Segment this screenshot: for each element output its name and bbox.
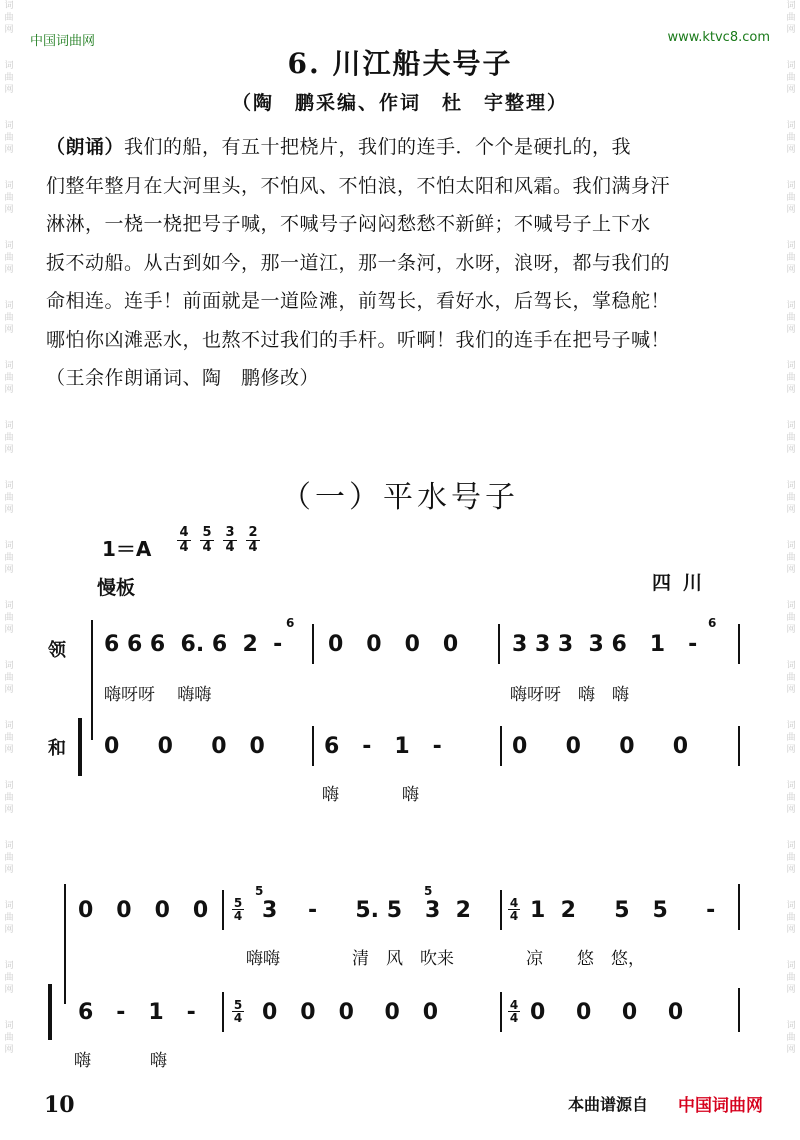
right-watermark-column — [784, 0, 798, 1140]
s1-chorus-measure-1: 0 0 0 0 — [104, 734, 265, 759]
watermark-glyph: 词 — [786, 661, 796, 671]
s2-lead-lyric-a: 嗨嗨 — [246, 949, 280, 969]
watermark-glyph: 网 — [4, 1045, 14, 1055]
s1-lead-grace-1: 6 — [286, 616, 295, 630]
watermark-glyph-group — [786, 420, 796, 456]
recitation-text — [46, 128, 751, 398]
watermark-glyph-group — [4, 840, 14, 876]
watermark-glyph: 网 — [786, 445, 796, 455]
watermark-glyph: 曲 — [4, 673, 14, 683]
watermark-glyph: 网 — [786, 565, 796, 575]
s2-chorus-measure-1: 6 - 1 - — [78, 1000, 196, 1025]
ts4-den: 4 — [248, 540, 258, 555]
watermark-glyph: 曲 — [786, 253, 796, 263]
watermark-glyph: 网 — [4, 685, 14, 695]
s2-chorus-lyric-b: 嗨 — [150, 1051, 167, 1071]
watermark-glyph: 网 — [4, 925, 14, 935]
song-title: 6. 川江船夫号子 — [287, 47, 513, 80]
recitation-line-4: 扳不动船。从古到如今，那一道江，那一条河，水呀，浪呀，都与我们的 — [46, 251, 671, 274]
watermark-glyph: 词 — [4, 601, 14, 611]
watermark-glyph: 网 — [4, 385, 14, 395]
watermark-glyph: 曲 — [786, 373, 796, 383]
s1-chorus-barline-end — [738, 726, 740, 766]
watermark-glyph-group — [786, 660, 796, 696]
time-signature-4 — [245, 526, 261, 555]
watermark-glyph-group — [4, 780, 14, 816]
watermark-glyph: 词 — [4, 541, 14, 551]
watermark-glyph: 曲 — [786, 1033, 796, 1043]
watermark-glyph: 网 — [786, 325, 796, 335]
ts4-num: 2 — [248, 525, 258, 540]
watermark-glyph-group — [4, 540, 14, 576]
s1-lead-measure-1: 6 6 6 6. 6 2 - — [104, 632, 283, 657]
recitation-line-5: 命相连。连手！前面就是一道险滩，前驾长，看好水，后驾长，掌稳舵！ — [46, 290, 671, 312]
watermark-glyph: 网 — [4, 265, 14, 275]
s2-chorus-barline-2 — [500, 992, 502, 1032]
watermark-glyph: 词 — [786, 421, 796, 431]
s2-lead-grace-a: 5 — [255, 884, 264, 898]
s1-lead-barline-2 — [498, 624, 500, 664]
watermark-glyph-group — [4, 720, 14, 756]
watermark-glyph: 词 — [4, 361, 14, 371]
watermark-glyph: 网 — [786, 385, 796, 395]
watermark-glyph: 网 — [786, 625, 796, 635]
recitation-credit: （王余作朗诵词、陶 鹏修改） — [46, 367, 320, 389]
time-signature-1 — [176, 526, 192, 555]
watermark-glyph-group — [786, 540, 796, 576]
watermark-glyph: 词 — [4, 121, 14, 131]
watermark-glyph-group — [4, 600, 14, 636]
watermark-glyph-group — [4, 960, 14, 996]
watermark-glyph: 网 — [4, 205, 14, 215]
s1-chorus-barline-1 — [312, 726, 314, 766]
s2-lead-ts-m2-num: 5 — [233, 896, 243, 910]
watermark-glyph-group — [4, 360, 14, 396]
watermark-glyph: 词 — [786, 361, 796, 371]
watermark-glyph-group — [786, 360, 796, 396]
s2-lead-ts-m3-den: 4 — [509, 909, 519, 923]
s2-lead-ts-m2 — [232, 897, 244, 922]
watermark-glyph: 网 — [4, 745, 14, 755]
watermark-glyph-group — [786, 720, 796, 756]
s2-lead-grace-b: 5 — [424, 884, 433, 898]
watermark-glyph: 词 — [786, 1021, 796, 1031]
s1-lead-barline-1 — [312, 624, 314, 664]
recitation-label: （朗诵） — [46, 136, 125, 158]
s2-chorus-ts-m3 — [508, 999, 520, 1024]
watermark-glyph: 曲 — [786, 733, 796, 743]
watermark-glyph: 网 — [786, 205, 796, 215]
watermark-glyph: 词 — [4, 421, 14, 431]
watermark-glyph: 网 — [786, 865, 796, 875]
watermark-glyph: 曲 — [4, 733, 14, 743]
s2-lead-barline-2 — [500, 890, 502, 930]
watermark-glyph: 词 — [786, 61, 796, 71]
s1-chorus-barline-2 — [500, 726, 502, 766]
watermark-glyph: 曲 — [4, 1033, 14, 1043]
watermark-glyph-group — [786, 600, 796, 636]
s2-lead-ts-m2-den: 4 — [233, 909, 243, 923]
recitation-line-6: 哪怕你凶滩恶水，也熬不过我们的手杆。听啊！我们的连手在把号子喊！ — [46, 328, 671, 351]
s1-chorus-measure-2: 6 - 1 - — [324, 734, 442, 759]
s1-lead-lyric-b: 嗨呀呀 嗨 嗨 — [510, 685, 629, 705]
watermark-glyph: 网 — [786, 745, 796, 755]
watermark-glyph-group — [786, 960, 796, 996]
watermark-glyph: 网 — [786, 805, 796, 815]
watermark-glyph: 词 — [786, 721, 796, 731]
system2-chorus-brace — [48, 984, 52, 1040]
watermark-glyph: 网 — [4, 25, 14, 35]
watermark-glyph: 曲 — [786, 313, 796, 323]
ts2-den: 4 — [202, 540, 212, 555]
part-label-lead: 领 — [48, 640, 66, 661]
watermark-glyph: 曲 — [4, 373, 14, 383]
ts3-den: 4 — [225, 540, 235, 555]
watermark-glyph: 网 — [4, 985, 14, 995]
watermark-glyph: 词 — [4, 481, 14, 491]
watermark-glyph: 曲 — [786, 493, 796, 503]
watermark-glyph: 曲 — [4, 973, 14, 983]
s1-lead-lyric-a: 嗨呀呀 嗨嗨 — [104, 685, 212, 705]
s2-chorus-measure-3: 0 0 0 0 — [530, 1000, 684, 1025]
watermark-glyph: 词 — [786, 961, 796, 971]
watermark-glyph: 曲 — [4, 553, 14, 563]
s2-chorus-measure-2: 0 0 0 0 0 — [262, 1000, 439, 1025]
watermark-glyph: 网 — [786, 145, 796, 155]
watermark-glyph: 曲 — [786, 913, 796, 923]
watermark-glyph: 词 — [4, 1, 14, 11]
watermark-glyph: 曲 — [786, 133, 796, 143]
watermark-glyph: 曲 — [4, 793, 14, 803]
watermark-glyph: 词 — [786, 601, 796, 611]
watermark-glyph: 曲 — [786, 793, 796, 803]
s2-lead-ts-m3 — [508, 897, 520, 922]
s2-lead-measure-1: 0 0 0 0 — [78, 898, 209, 923]
s2-chorus-ts-m3-den: 4 — [509, 1011, 519, 1025]
watermark-glyph: 网 — [4, 505, 14, 515]
watermark-glyph: 网 — [786, 25, 796, 35]
ts1-den: 4 — [179, 540, 189, 555]
ts2-num: 5 — [202, 525, 212, 540]
s1-chorus-measure-3: 0 0 0 0 — [512, 734, 689, 759]
watermark-glyph: 网 — [4, 805, 14, 815]
watermark-glyph: 词 — [4, 301, 14, 311]
watermark-glyph: 词 — [4, 961, 14, 971]
ts1-num: 4 — [179, 525, 189, 540]
watermark-glyph-group — [4, 240, 14, 276]
s2-chorus-lyric-a: 嗨 — [74, 1051, 91, 1071]
watermark-glyph: 曲 — [4, 193, 14, 203]
s2-lead-lyric-b: 清 风 吹来 — [352, 949, 454, 969]
watermark-glyph: 曲 — [4, 313, 14, 323]
recitation-line-1-text: 我们的船，有五十把桡片，我们的连手．个个是硬扎的，我 — [124, 136, 632, 158]
time-signature-2 — [199, 526, 215, 555]
watermark-glyph-group — [786, 120, 796, 156]
watermark-glyph: 曲 — [4, 73, 14, 83]
s2-lead-measure-2: 3 - 5. 5 3 2 — [262, 898, 471, 923]
s1-lead-measure-3: 3 3 3 3 6 1 - — [512, 632, 698, 657]
watermark-glyph: 词 — [4, 61, 14, 71]
watermark-glyph: 词 — [786, 481, 796, 491]
watermark-glyph: 网 — [4, 85, 14, 95]
watermark-glyph: 词 — [4, 901, 14, 911]
s1-chorus-lyric-b: 嗨 — [402, 785, 419, 805]
watermark-glyph: 曲 — [786, 973, 796, 983]
s2-lead-lyric-c: 凉 悠 悠， — [526, 949, 645, 969]
watermark-glyph: 网 — [4, 445, 14, 455]
watermark-glyph: 词 — [786, 301, 796, 311]
key-signature: 1＝A — [102, 537, 152, 561]
ts3-num: 3 — [225, 525, 235, 540]
watermark-glyph-group — [786, 300, 796, 336]
system1-chorus-brace — [78, 718, 82, 776]
watermark-glyph: 曲 — [786, 73, 796, 83]
watermark-glyph: 网 — [786, 505, 796, 515]
s2-chorus-barline-end — [738, 988, 740, 1032]
section-title: （一）平水号子 — [281, 480, 519, 515]
watermark-glyph-group — [786, 780, 796, 816]
s2-chorus-ts-m2 — [232, 999, 244, 1024]
watermark-glyph: 曲 — [4, 493, 14, 503]
watermark-glyph: 网 — [786, 1045, 796, 1055]
watermark-glyph: 网 — [786, 85, 796, 95]
watermark-glyph-group — [4, 420, 14, 456]
s2-lead-ts-m3-num: 4 — [509, 896, 519, 910]
watermark-glyph: 曲 — [4, 133, 14, 143]
s2-chorus-barline-1 — [222, 992, 224, 1032]
watermark-glyph: 词 — [786, 541, 796, 551]
site-name-left[interactable]: 中国词曲网 — [30, 34, 96, 49]
watermark-glyph: 词 — [4, 781, 14, 791]
watermark-glyph: 词 — [786, 901, 796, 911]
watermark-glyph: 网 — [786, 685, 796, 695]
s1-chorus-lyric-a: 嗨 — [322, 785, 339, 805]
watermark-glyph-group — [786, 240, 796, 276]
watermark-glyph: 网 — [4, 145, 14, 155]
watermark-glyph: 曲 — [4, 613, 14, 623]
song-subtitle: （陶 鹏采编、作词 杜 宇整理） — [231, 92, 568, 114]
watermark-glyph: 网 — [4, 325, 14, 335]
watermark-glyph: 曲 — [4, 913, 14, 923]
watermark-glyph-group — [4, 900, 14, 936]
watermark-glyph: 网 — [786, 985, 796, 995]
watermark-glyph: 词 — [786, 241, 796, 251]
s2-lead-barline-end — [738, 884, 740, 930]
s2-chorus-ts-m2-num: 5 — [233, 998, 243, 1012]
watermark-glyph: 曲 — [786, 433, 796, 443]
s2-chorus-ts-m3-num: 4 — [509, 998, 519, 1012]
site-url-right[interactable]: www.ktvc8.com — [667, 30, 770, 45]
watermark-glyph: 曲 — [786, 613, 796, 623]
watermark-glyph: 网 — [786, 925, 796, 935]
watermark-glyph-group — [4, 660, 14, 696]
watermark-glyph: 网 — [4, 565, 14, 575]
watermark-glyph: 网 — [4, 625, 14, 635]
watermark-glyph: 曲 — [786, 673, 796, 683]
watermark-glyph: 曲 — [4, 13, 14, 23]
watermark-glyph: 词 — [786, 121, 796, 131]
watermark-glyph: 曲 — [4, 253, 14, 263]
watermark-glyph: 曲 — [4, 853, 14, 863]
s2-chorus-ts-m2-den: 4 — [233, 1011, 243, 1025]
left-watermark-column — [2, 0, 16, 1140]
watermark-glyph: 词 — [4, 721, 14, 731]
watermark-glyph-group — [786, 1020, 796, 1056]
time-signature-3 — [222, 526, 238, 555]
watermark-glyph: 曲 — [4, 433, 14, 443]
recitation-line-1 — [46, 128, 751, 167]
watermark-glyph: 曲 — [786, 13, 796, 23]
watermark-glyph: 曲 — [786, 553, 796, 563]
watermark-glyph-group — [786, 0, 796, 36]
watermark-glyph-group — [4, 0, 14, 36]
region-label: 四川 — [652, 572, 715, 594]
watermark-glyph-group — [4, 180, 14, 216]
watermark-glyph: 词 — [4, 1021, 14, 1031]
part-label-chorus: 和 — [48, 738, 66, 759]
watermark-glyph: 曲 — [786, 193, 796, 203]
watermark-glyph: 网 — [786, 265, 796, 275]
source-label: 本曲谱源自 — [568, 1095, 649, 1114]
watermark-glyph-group — [786, 180, 796, 216]
watermark-glyph: 词 — [786, 841, 796, 851]
s1-lead-grace-3: 6 — [708, 616, 717, 630]
tempo-marking: 慢板 — [97, 577, 136, 599]
system2-left-barline — [64, 884, 66, 1004]
watermark-glyph: 词 — [4, 241, 14, 251]
s1-lead-barline-end — [738, 624, 740, 664]
watermark-glyph-group — [786, 840, 796, 876]
watermark-glyph: 词 — [786, 181, 796, 191]
s2-lead-barline-1 — [222, 890, 224, 930]
watermark-glyph: 词 — [786, 1, 796, 11]
s2-lead-measure-3: 1 2 5 5 - — [530, 898, 716, 923]
watermark-glyph-group — [4, 300, 14, 336]
watermark-glyph: 曲 — [786, 853, 796, 863]
watermark-glyph-group — [786, 900, 796, 936]
page-number: 10 — [44, 1092, 75, 1118]
source-brand-link[interactable]: 中国词曲网 — [678, 1096, 763, 1116]
watermark-glyph: 词 — [4, 661, 14, 671]
watermark-glyph-group — [4, 1020, 14, 1056]
watermark-glyph-group — [4, 120, 14, 156]
watermark-glyph: 词 — [786, 781, 796, 791]
watermark-glyph: 网 — [4, 865, 14, 875]
system1-left-barline — [91, 620, 93, 740]
watermark-glyph: 词 — [4, 181, 14, 191]
watermark-glyph: 词 — [4, 841, 14, 851]
recitation-line-3: 淋淋，一桡一桡把号子喊，不喊号子闷闷愁愁不新鲜；不喊号子上下水 — [46, 213, 651, 235]
recitation-line-2: 们整年整月在大河里头，不怕风、不怕浪，不怕太阳和风霜。我们满身汗 — [46, 174, 671, 197]
s1-lead-measure-2: 0 0 0 0 — [328, 632, 459, 657]
